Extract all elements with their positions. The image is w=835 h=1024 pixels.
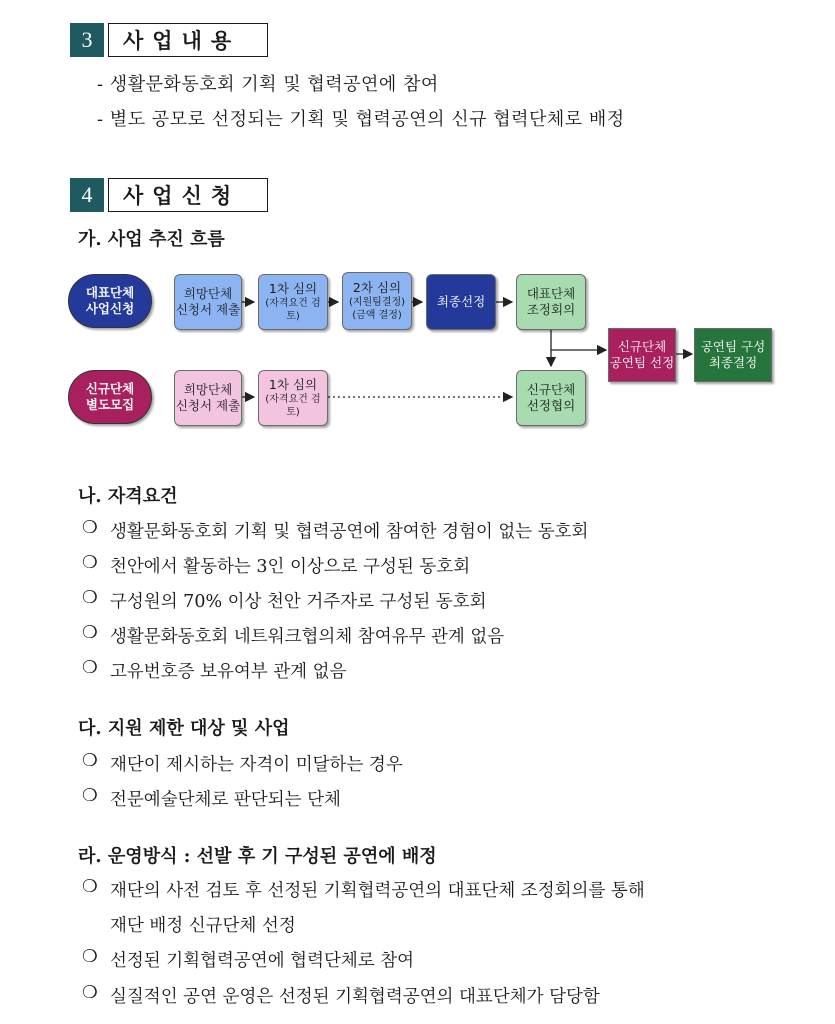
flow-node-rep-meeting: 대표단체 조정회의: [516, 274, 586, 330]
flow-node-new-consult: 신규단체 선정협의: [516, 370, 586, 426]
bullet-icon: ❍: [82, 877, 98, 897]
qualification-item-5: ❍ 고유번호증 보유여부 관계 없음: [82, 658, 347, 682]
bullet-icon: ❍: [82, 983, 98, 1003]
operation-item-3: ❍ 실질적인 공연 운영은 선정된 기획협력공연의 대표단체가 담당함: [82, 983, 600, 1007]
flow-node-new-review1: 1차 심의 (자격요건 검토): [258, 370, 328, 426]
operation-item-1-continued: 재단 배정 신규단체 선정: [110, 916, 296, 936]
bullet-icon: ❍: [82, 947, 98, 967]
qualification-heading: 나. 자격요건: [78, 486, 178, 507]
restriction-heading: 다. 지원 제한 대상 및 사업: [78, 718, 290, 739]
flow-node-rep-review2: 2차 심의 (지원팀결정) (금액 결정): [342, 272, 412, 330]
flow-node-rep-org: 대표단체 사업신청: [68, 274, 152, 328]
flow-node-new-org: 신규단체 별도모집: [68, 370, 152, 424]
flow-node-final-select: 최종선정: [426, 274, 496, 330]
section-4-title: 사업신청: [108, 178, 268, 212]
bullet-icon: ❍: [82, 588, 98, 608]
operation-heading: 라. 운영방식 : 선발 후 기 구성된 공연에 배정: [78, 846, 437, 867]
flow-heading: 가. 사업 추진 흐름: [78, 229, 225, 250]
process-flow-diagram: [66, 266, 776, 436]
bullet-icon: ❍: [82, 623, 98, 643]
operation-item-1: ❍ 재단의 사전 검토 후 선정된 기획협력공연의 대표단체 조정회의를 통해: [82, 877, 645, 901]
flow-node-rep-review1: 1차 심의 (자격요건 검토): [258, 274, 328, 330]
section-3-header: [70, 22, 268, 58]
flow-node-rep-apply: 희망단체 신청서 제출: [174, 274, 242, 330]
qualification-item-4: ❍ 생활문화동호회 네트워크협의체 참여유무 관계 없음: [82, 623, 505, 647]
section-4-header: [70, 177, 268, 213]
bullet-icon: ❍: [82, 553, 98, 573]
restriction-item-2: ❍ 전문예술단체로 판단되는 단체: [82, 786, 341, 810]
operation-item-2: ❍ 선정된 기획협력공연에 협력단체로 참여: [82, 947, 415, 971]
qualification-item-3: ❍ 구성원의 70% 이상 천안 거주자로 구성된 동호회: [82, 588, 487, 612]
bullet-icon: ❍: [82, 518, 98, 538]
section-4-number: 4: [70, 178, 104, 212]
bullet-icon: ❍: [82, 751, 98, 771]
bullet-icon: ❍: [82, 658, 98, 678]
bullet-icon: ❍: [82, 786, 98, 806]
restriction-item-1: ❍ 재단이 제시하는 자격이 미달하는 경우: [82, 751, 403, 775]
flow-node-new-apply: 희망단체 신청서 제출: [174, 370, 242, 426]
section-3-title: 사업내용: [108, 23, 268, 57]
section-3-number: 3: [70, 23, 104, 57]
section-3-item-1: - 생활문화동호회 기획 및 협력공연에 참여: [97, 74, 439, 95]
qualification-item-2: ❍ 천안에서 활동하는 3인 이상으로 구성된 동호회: [82, 553, 471, 577]
flow-node-team-final: 공연팀 구성 최종결정: [694, 328, 772, 382]
qualification-item-1: ❍ 생활문화동호회 기획 및 협력공연에 참여한 경험이 없는 동호회: [82, 518, 589, 542]
flow-node-new-team: 신규단체 공연팀 선정: [608, 328, 676, 382]
section-3-item-2: - 별도 공모로 선정되는 기획 및 협력공연의 신규 협력단체로 배정: [97, 109, 625, 130]
